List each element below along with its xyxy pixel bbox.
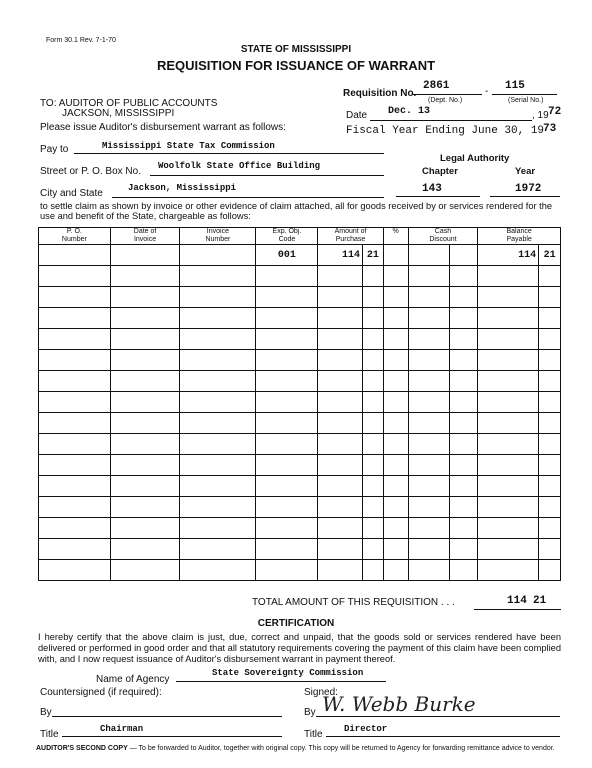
- table-cell: [256, 476, 318, 497]
- legal-year-label: Year: [515, 166, 536, 177]
- table-cell: [383, 434, 408, 455]
- header-exp-obj-code: Exp. Obj. Code: [256, 228, 318, 245]
- handwritten-signature: W. Webb Burke: [322, 692, 476, 716]
- table-cell: [539, 350, 561, 371]
- table-cell: [39, 266, 111, 287]
- table-cell: [539, 287, 561, 308]
- table-cell: [110, 350, 180, 371]
- table-row: [39, 329, 561, 350]
- table-cell: [110, 392, 180, 413]
- table-cell: [39, 434, 111, 455]
- table-header-row: [39, 228, 561, 245]
- table-cell: [449, 455, 477, 476]
- table-cell: [256, 434, 318, 455]
- table-row: [39, 413, 561, 434]
- table-cell: [110, 497, 180, 518]
- table-cell: [180, 287, 256, 308]
- table-cell: [180, 350, 256, 371]
- countersign-by-line: [52, 716, 282, 717]
- table-cell: [539, 476, 561, 497]
- dept-number-value: 2861: [423, 80, 450, 92]
- table-row: [39, 476, 561, 497]
- requisition-dash: -: [485, 86, 489, 97]
- table-cell: [449, 371, 477, 392]
- pay-to-value: Mississippi State Tax Commission: [102, 141, 275, 151]
- table-cell: [449, 245, 477, 266]
- street-label: Street or P. O. Box No.: [40, 166, 141, 177]
- table-cell: [256, 560, 318, 581]
- table-cell: [539, 413, 561, 434]
- table-cell: [180, 476, 256, 497]
- total-label: TOTAL AMOUNT OF THIS REQUISITION . . .: [252, 597, 455, 608]
- table-cell: [539, 266, 561, 287]
- header-amount-of-purchase: Amount of Purchase: [318, 228, 383, 245]
- table-cell: [180, 266, 256, 287]
- table-cell: [383, 287, 408, 308]
- table-cell: [449, 329, 477, 350]
- table-row: [39, 350, 561, 371]
- pay-to-line: [74, 153, 384, 154]
- table-cell: [363, 392, 384, 413]
- table-row: [39, 287, 561, 308]
- table-cell: [363, 329, 384, 350]
- table-cell: [449, 350, 477, 371]
- table-cell: [408, 266, 449, 287]
- table-cell: [478, 392, 539, 413]
- table-cell: [256, 329, 318, 350]
- table-cell: [318, 371, 363, 392]
- table-cell: [449, 476, 477, 497]
- table-cell: [478, 518, 539, 539]
- table-row: [39, 497, 561, 518]
- table-cell: [449, 497, 477, 518]
- table-cell: [180, 413, 256, 434]
- table-cell: [363, 434, 384, 455]
- signed-by-label: By: [304, 707, 316, 718]
- table-cell: [318, 308, 363, 329]
- header-percent: %: [383, 228, 408, 245]
- table-cell: [363, 539, 384, 560]
- table-cell: [539, 371, 561, 392]
- table-cell: [383, 539, 408, 560]
- table-cell: [363, 308, 384, 329]
- table-row: [39, 434, 561, 455]
- table-cell: [318, 560, 363, 581]
- table-cell: 114: [478, 245, 539, 266]
- table-cell: [180, 245, 256, 266]
- serial-number-line: [492, 94, 557, 95]
- pay-to-label: Pay to: [40, 144, 69, 155]
- table-cell: [449, 287, 477, 308]
- requisition-label: Requisition No.: [343, 88, 417, 99]
- table-cell: [39, 392, 111, 413]
- table-cell: [180, 455, 256, 476]
- table-cell: [383, 371, 408, 392]
- table-cell: [408, 434, 449, 455]
- table-row: [39, 455, 561, 476]
- table-cell: [110, 266, 180, 287]
- table-cell: [539, 329, 561, 350]
- table-cell: [180, 518, 256, 539]
- signed-label: Signed:: [304, 687, 338, 698]
- table-cell: [539, 455, 561, 476]
- table-cell: 21: [539, 245, 561, 266]
- table-cell: [110, 287, 180, 308]
- table-cell: [383, 455, 408, 476]
- date-label: Date: [346, 110, 368, 121]
- state-heading: STATE OF MISSISSIPPI: [240, 44, 352, 55]
- table-cell: [478, 455, 539, 476]
- table-cell: [256, 266, 318, 287]
- table-row: [39, 266, 561, 287]
- footer-copy-label: AUDITOR'S SECOND COPY: [36, 745, 128, 752]
- table-cell: [256, 371, 318, 392]
- table-cell: [383, 392, 408, 413]
- table-cell: 001: [256, 245, 318, 266]
- dept-caption: (Dept. No.): [428, 97, 463, 104]
- serial-number-value: 115: [505, 80, 525, 92]
- table-cell: [110, 476, 180, 497]
- table-cell: [256, 455, 318, 476]
- form-number: Form 30.1 Rev. 7-1-70: [46, 37, 116, 44]
- street-line: [150, 175, 384, 176]
- header-po-number: P. O. Number: [39, 228, 111, 245]
- header-cash-discount: Cash Discount: [408, 228, 478, 245]
- table-cell: [110, 329, 180, 350]
- form-title: REQUISITION FOR ISSUANCE OF WARRANT: [156, 58, 436, 73]
- table-cell: [408, 497, 449, 518]
- table-cell: [408, 308, 449, 329]
- footer-text: — To be forwarded to Auditor, together with original copy. This copy will be returned to Agency for forwarding remittance advice to vendor.: [127, 745, 555, 752]
- table-cell: [39, 497, 111, 518]
- fiscal-year-text: Fiscal Year Ending June 30, 19: [346, 125, 545, 137]
- table-cell: [363, 518, 384, 539]
- table-cell: [408, 518, 449, 539]
- agency-label: Name of Agency: [96, 674, 170, 685]
- table-cell: [318, 329, 363, 350]
- table-cell: [478, 329, 539, 350]
- instruction-text: Please issue Auditor's disbursement warrant as follows:: [40, 122, 286, 133]
- date-year-prefix: , 19: [532, 110, 549, 121]
- table-cell: [180, 560, 256, 581]
- table-cell: [449, 434, 477, 455]
- table-cell: [478, 308, 539, 329]
- table-cell: [318, 266, 363, 287]
- settle-claim-text: to settle claim as shown by invoice or other evidence of claim attached, all for goods received by or services rendered for the use and benefit of the State, chargeable as follows:: [40, 201, 553, 221]
- table-cell: [539, 560, 561, 581]
- countersign-by-label: By: [40, 707, 52, 718]
- table-cell: [383, 497, 408, 518]
- street-value: Woolfolk State Office Building: [158, 161, 321, 171]
- chapter-value: 143: [422, 183, 442, 195]
- table-cell: [39, 518, 111, 539]
- table-cell: [180, 329, 256, 350]
- table-cell: [383, 518, 408, 539]
- date-line: [370, 120, 532, 121]
- countersign-title-label: Title: [40, 729, 59, 740]
- table-cell: [408, 455, 449, 476]
- table-cell: [478, 350, 539, 371]
- table-cell: [363, 287, 384, 308]
- table-cell: [478, 287, 539, 308]
- table-cell: [39, 371, 111, 392]
- table-cell: [478, 266, 539, 287]
- table-cell: [110, 539, 180, 560]
- header-invoice-number: Invoice Number: [180, 228, 256, 245]
- table-cell: [39, 560, 111, 581]
- table-cell: [383, 350, 408, 371]
- table-row: [39, 539, 561, 560]
- dept-number-line: [412, 94, 482, 95]
- city-line: [112, 197, 384, 198]
- table-cell: [256, 350, 318, 371]
- table-cell: [478, 539, 539, 560]
- table-cell: [180, 392, 256, 413]
- table-cell: [110, 560, 180, 581]
- agency-value: State Sovereignty Commission: [212, 668, 364, 678]
- table-cell: [256, 287, 318, 308]
- table-row: [39, 371, 561, 392]
- legal-year-line: [490, 196, 560, 197]
- table-cell: [39, 245, 111, 266]
- table-cell: [318, 539, 363, 560]
- table-cell: [478, 413, 539, 434]
- total-dollars: 114: [507, 595, 527, 607]
- table-cell: [39, 308, 111, 329]
- table-cell: [449, 560, 477, 581]
- table-cell: [539, 539, 561, 560]
- table-cell: [383, 245, 408, 266]
- table-cell: [539, 434, 561, 455]
- table-cell: [383, 266, 408, 287]
- table-cell: [478, 476, 539, 497]
- table-cell: [408, 350, 449, 371]
- table-cell: [110, 245, 180, 266]
- table-cell: [408, 560, 449, 581]
- table-cell: [39, 350, 111, 371]
- date-year-value: 72: [548, 106, 562, 118]
- table-row: [39, 392, 561, 413]
- to-city-line: JACKSON, MISSISSIPPI: [62, 108, 175, 119]
- signer-title-value: Director: [344, 724, 388, 734]
- table-row: [39, 518, 561, 539]
- table-cell: [110, 413, 180, 434]
- table-cell: [363, 413, 384, 434]
- table-cell: [408, 539, 449, 560]
- to-auditor-line: TO: AUDITOR OF PUBLIC ACCOUNTS: [40, 98, 218, 109]
- table-cell: [478, 434, 539, 455]
- table-cell: [408, 476, 449, 497]
- table-cell: [318, 476, 363, 497]
- table-cell: [408, 245, 449, 266]
- table-cell: [110, 455, 180, 476]
- table-cell: [110, 308, 180, 329]
- table-cell: [318, 413, 363, 434]
- table-cell: [539, 518, 561, 539]
- table-cell: [363, 266, 384, 287]
- table-cell: [408, 392, 449, 413]
- signer-title-line: [326, 736, 560, 737]
- countersign-title-line: [62, 736, 282, 737]
- legal-authority-title: Legal Authority: [440, 153, 510, 164]
- table-cell: [363, 560, 384, 581]
- table-cell: [180, 308, 256, 329]
- table-cell: [39, 287, 111, 308]
- city-label: City and State: [40, 188, 103, 199]
- table-cell: [383, 413, 408, 434]
- table-cell: [363, 371, 384, 392]
- fiscal-year-value: 73: [543, 123, 557, 135]
- serial-caption: (Serial No.): [508, 97, 544, 104]
- table-cell: [39, 476, 111, 497]
- table-cell: [256, 308, 318, 329]
- table-cell: [449, 308, 477, 329]
- legal-year-value: 1972: [515, 183, 542, 195]
- table-row: [39, 245, 561, 266]
- certification-text: I hereby certify that the above claim is just, due, correct and unpaid, that the goods sold or services rendered have been delivered or performed in good order and that all statutory requirements covering the payment of this claim have been complied with, and I now request issuance of Auditor's disbursement warrant in payment thereof.: [38, 632, 561, 664]
- table-cell: [449, 539, 477, 560]
- table-cell: [408, 413, 449, 434]
- date-value: Dec. 13: [388, 106, 431, 117]
- table-cell: [478, 371, 539, 392]
- table-cell: [383, 308, 408, 329]
- table-cell: [256, 539, 318, 560]
- table-cell: [110, 434, 180, 455]
- header-date-of-invoice: Date of Invoice: [110, 228, 180, 245]
- table-cell: [478, 497, 539, 518]
- chapter-label: Chapter: [422, 166, 458, 177]
- table-cell: [363, 497, 384, 518]
- signer-title-label: Title: [304, 729, 323, 740]
- table-cell: [449, 266, 477, 287]
- table-cell: [39, 329, 111, 350]
- certification-title: CERTIFICATION: [257, 618, 335, 629]
- table-cell: 114: [318, 245, 363, 266]
- table-cell: [318, 392, 363, 413]
- table-row: [39, 308, 561, 329]
- header-balance-payable: Balance Payable: [478, 228, 561, 245]
- table-cell: [180, 497, 256, 518]
- table-cell: [39, 455, 111, 476]
- city-value: Jackson, Mississippi: [128, 183, 237, 193]
- total-cents: 21: [533, 595, 547, 607]
- agency-line: [176, 681, 386, 682]
- table-cell: [318, 518, 363, 539]
- table-cell: [110, 518, 180, 539]
- table-cell: [449, 413, 477, 434]
- table-cell: [39, 413, 111, 434]
- table-cell: [363, 455, 384, 476]
- table-cell: [363, 350, 384, 371]
- countersign-title-value: Chairman: [100, 724, 144, 734]
- table-cell: [318, 497, 363, 518]
- table-cell: [383, 476, 408, 497]
- table-cell: [539, 308, 561, 329]
- table-cell: [318, 434, 363, 455]
- table-cell: [539, 497, 561, 518]
- table-cell: [363, 476, 384, 497]
- table-cell: [318, 350, 363, 371]
- table-cell: [539, 392, 561, 413]
- table-row: [39, 560, 561, 581]
- table-cell: [39, 539, 111, 560]
- total-underline: [474, 609, 561, 610]
- table-cell: [180, 539, 256, 560]
- table-cell: 21: [363, 245, 384, 266]
- table-cell: [318, 455, 363, 476]
- table-cell: [256, 392, 318, 413]
- countersigned-label: Countersigned (if required):: [40, 687, 162, 698]
- signed-by-line: [316, 716, 560, 717]
- table-cell: [256, 518, 318, 539]
- table-cell: [180, 371, 256, 392]
- line-items-table: [38, 227, 561, 581]
- table-cell: [449, 518, 477, 539]
- table-cell: [408, 287, 449, 308]
- table-cell: [408, 371, 449, 392]
- footer-note: [36, 745, 562, 754]
- table-cell: [478, 560, 539, 581]
- table-cell: [383, 560, 408, 581]
- table-cell: [318, 287, 363, 308]
- table-cell: [449, 392, 477, 413]
- table-cell: [110, 371, 180, 392]
- table-cell: [256, 413, 318, 434]
- table-cell: [180, 434, 256, 455]
- table-cell: [256, 497, 318, 518]
- table-cell: [408, 329, 449, 350]
- table-cell: [383, 329, 408, 350]
- chapter-line: [396, 196, 480, 197]
